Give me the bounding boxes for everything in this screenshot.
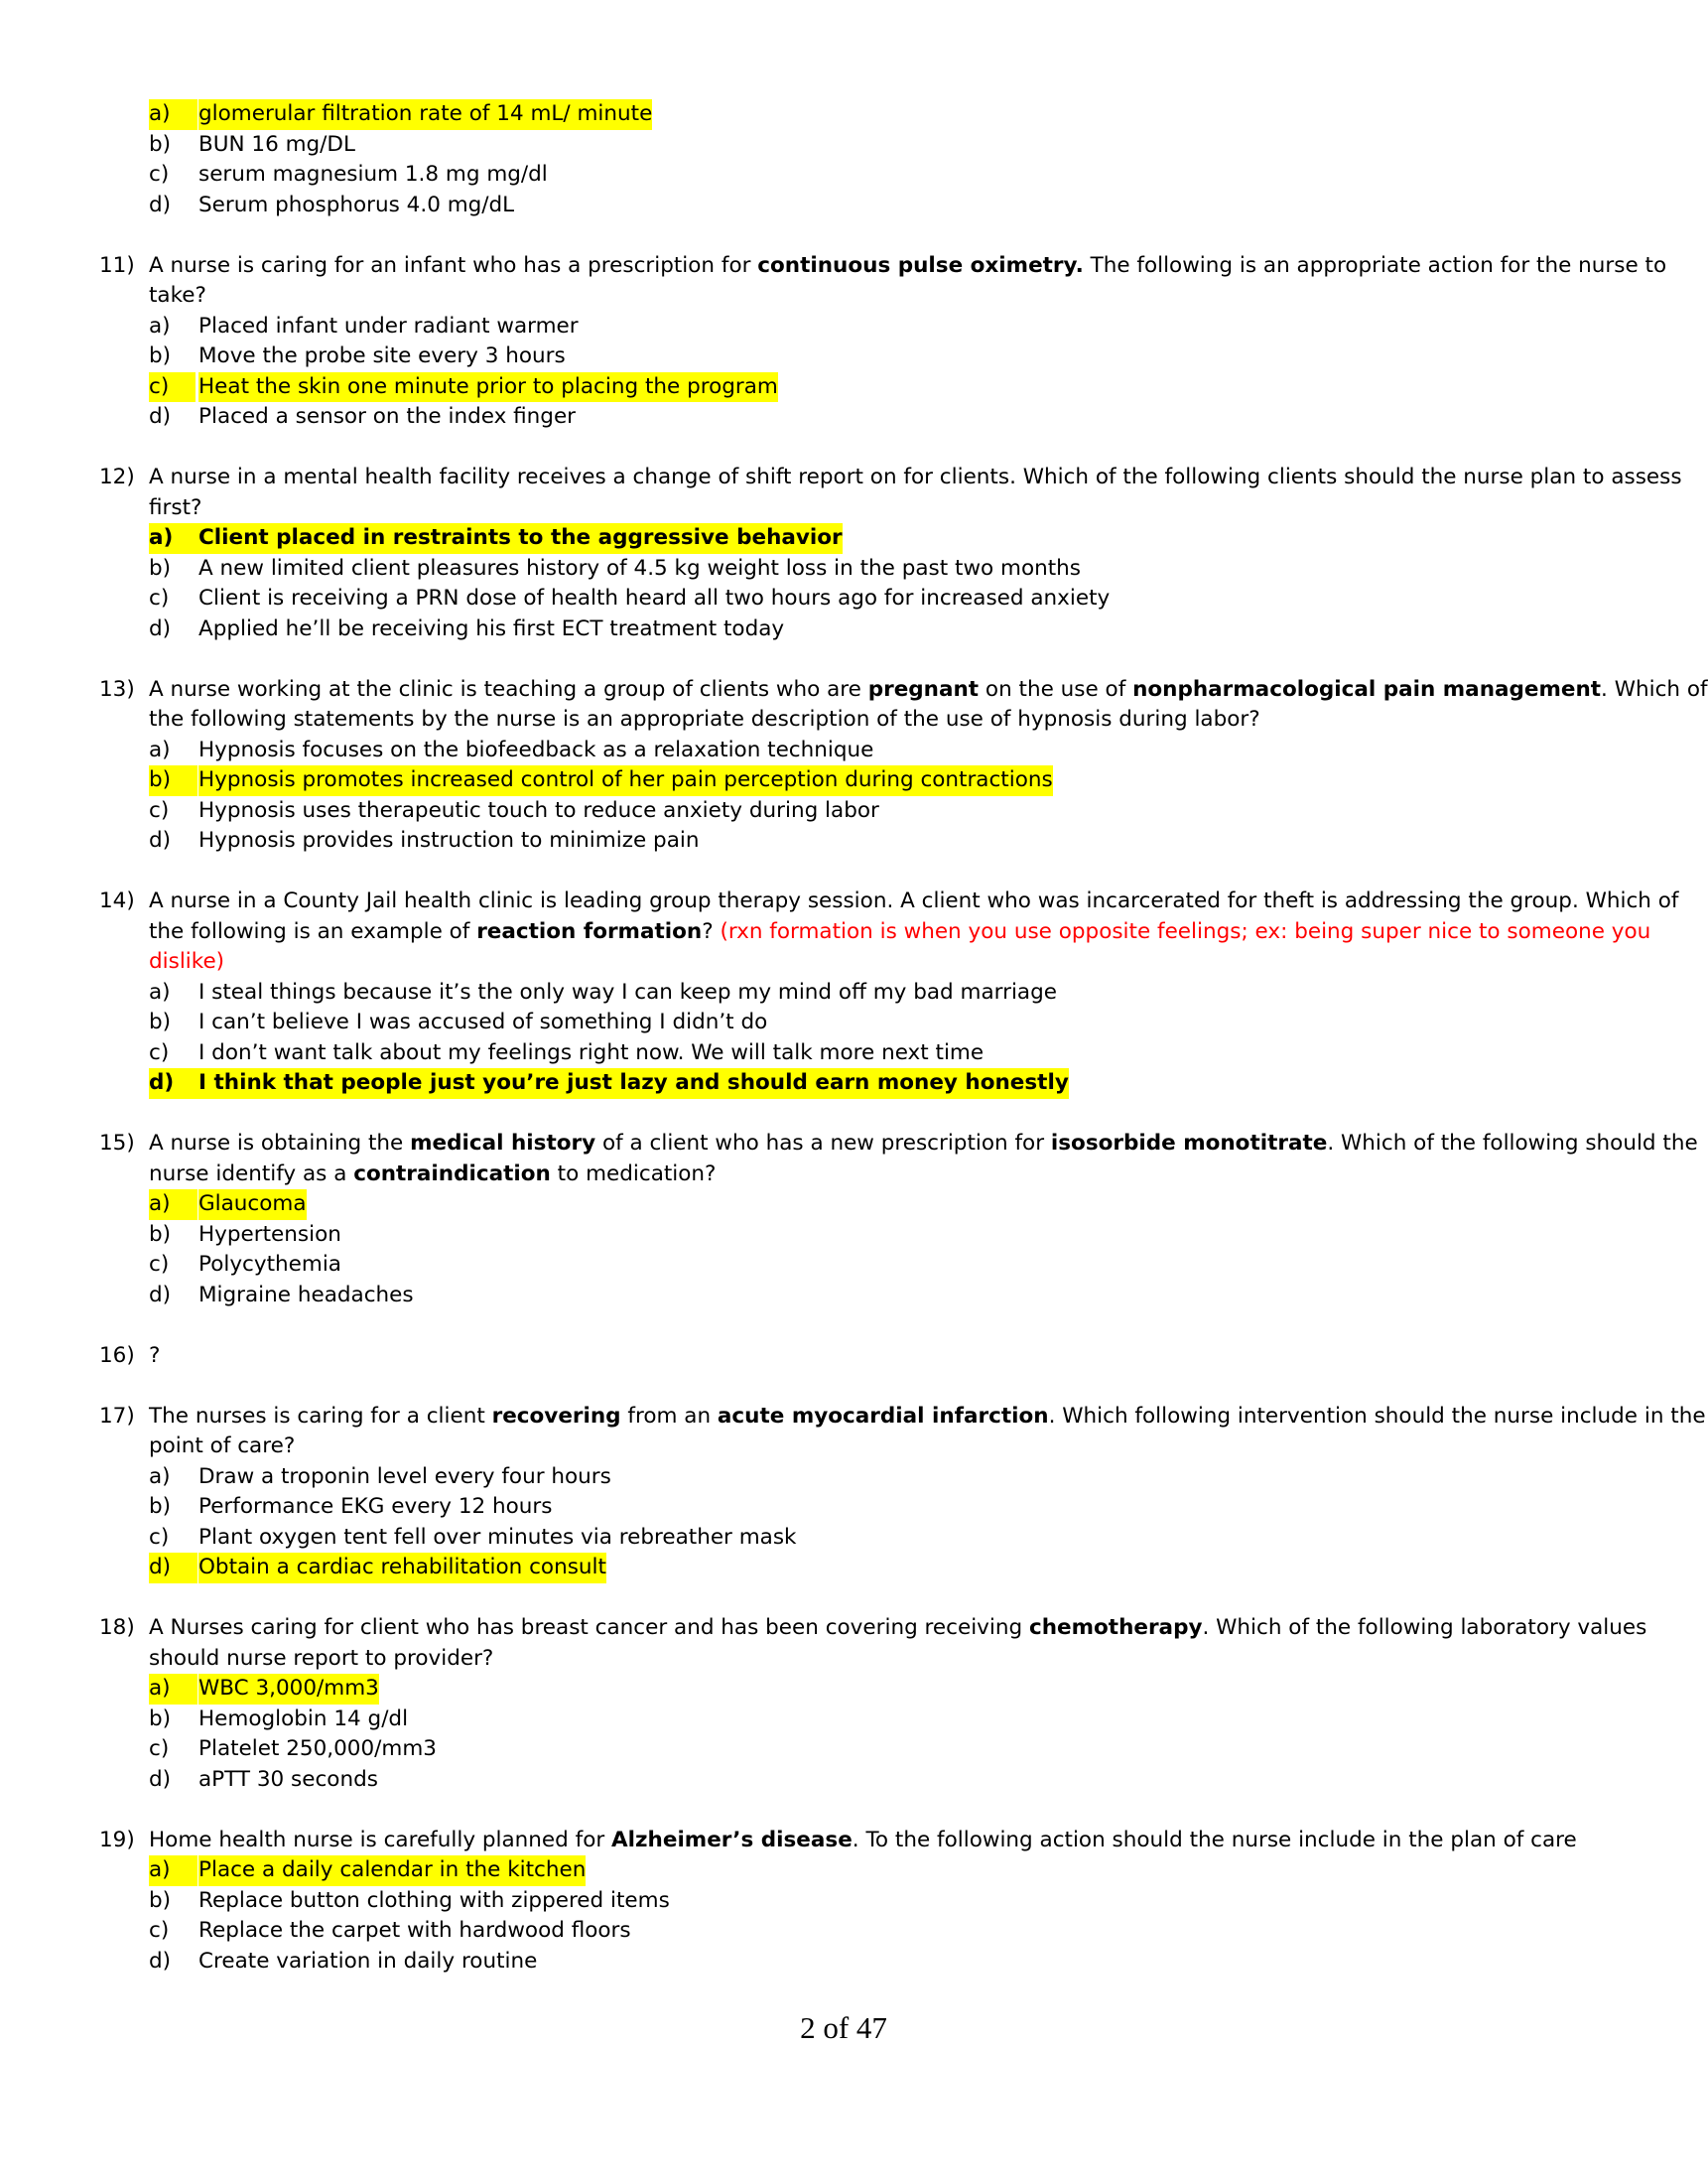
q11-stem-line-1: 11) A nurse is caring for an infant who has a prescription for continuous pulse oximetry. The following is an appropriate action for the nurse to [99,251,1588,282]
q13-option-d: d) Hypnosis provides instruction to minimize pain [149,828,700,853]
question-15 [99,1129,1698,1310]
question-17 [99,1402,1706,1583]
q13-option-c: c) Hypnosis uses therapeutic touch to reduce anxiety during labor [149,797,879,823]
q12-option-a: a) Client placed in restraints to the aggressive behavior [99,523,1588,554]
q17-stem-line-2: point of care? [149,1433,296,1458]
q15-option-a: a) Glaucoma [99,1189,1588,1220]
q13-stem-line-2: the following statements by the nurse is an appropriate description of the use of hypnosis during labor? [149,707,1260,732]
page-content [99,99,1708,1977]
q10-option-a: a) glomerular filtration rate of 14 mL/ minute [99,99,1588,130]
question-10-options [99,99,1588,220]
q10-option-b: b) BUN 16 mg/DL [149,131,355,157]
q16-number: 16) [99,1342,135,1368]
q14-annotation: (rxn formation is when you use opposite feelings; ex: being super nice to someone you [720,918,1651,944]
page-number: 2 of 47 [800,2010,887,2045]
q14-option-b: b) I can’t believe I was accused of something I didn’t do [149,1010,768,1034]
q15-option-d: d) Migraine headaches [149,1282,414,1307]
spacer [99,1583,1588,1614]
q14-option-c: c) I don’t want talk about my feelings right now. We will talk more next time [149,1039,985,1065]
q12-stem-line-1: 12) A nurse in a mental health facility receives a change of shift report on for clients. Which of the following clients should the nurse plan to assess [99,463,1588,493]
q12-option-b: b) A new limited client pleasures history of 4.5 kg weight loss in the past two months [149,555,1081,581]
q14-option-d: d) I think that people just you’re just lazy and should earn money honestly [99,1068,1588,1099]
q19-stem-line-1: 19) Home health nurse is carefully planned for Alzheimer’s disease. To the following action should the nurse include in the plan of care [99,1826,1588,1856]
q17-option-b: b) Performance EKG every 12 hours [149,1494,553,1519]
spacer [99,220,1588,251]
q15-option-c: c) Polycythemia [149,1252,341,1277]
q14-number: 14) [99,888,135,913]
q15-stem-line-1: 15) A nurse is obtaining the medical history of a client who has a new prescription for isosorbide monotitrate. Which of the following should the [99,1129,1588,1160]
spacer [99,857,1588,887]
spacer [99,1099,1588,1130]
q13-stem-line-1: 13) A nurse working at the clinic is teaching a group of clients who are pregnant on the use of nonpharmacological pain management. Which of [99,675,1588,706]
spacer [99,644,1588,675]
q12-number: 12) [99,465,135,489]
spacer [99,433,1588,464]
q14-stem-line-1: 14) A nurse in a County Jail health clinic is leading group therapy session. A client who was incarcerated for theft is addressing the group. Which of [99,887,1588,917]
question-11 [99,251,1667,433]
q12-option-c: c) Client is receiving a PRN dose of health heard all two hours ago for increased anxiety [149,586,1111,611]
q15-option-b: b) Hypertension [149,1221,341,1247]
q10-option-d: d) Serum phosphorus 4.0 mg/dL [149,192,515,217]
question-13 [99,675,1708,857]
q16-stem-line-1: 16) ? [99,1341,1588,1372]
q14-option-a: a) I steal things because it’s the only way I can keep my mind off my bad marriage [149,979,1057,1005]
q14-stem-line-2: the following is an example of reaction formation? (rxn formation is when you use opposite feelings; ex: being super nice to someone you [149,918,1651,944]
q18-option-a: a) WBC 3,000/mm3 [99,1674,1588,1705]
q17-number: 17) [99,1403,135,1429]
question-14 [99,887,1679,1099]
q18-option-c: c) Platelet 250,000/mm3 [149,1736,437,1761]
q12-stem-line-2: first? [149,494,202,520]
q17-option-c: c) Plant oxygen tent fell over minutes via rebreather mask [149,1524,797,1550]
q19-option-d: d) Create variation in daily routine [149,1948,538,1974]
q15-number: 15) [99,1131,135,1156]
q11-stem-line-2: take? [149,283,206,308]
q18-option-b: b) Hemoglobin 14 g/dl [149,1706,409,1731]
q11-option-c: c) Heat the skin one minute prior to placing the program [99,372,1588,403]
q19-number: 19) [99,1827,135,1852]
spacer [99,1310,1588,1341]
q17-option-a: a) Draw a troponin level every four hours [149,1463,611,1489]
q17-option-d: d) Obtain a cardiac rehabilitation consult [99,1553,1588,1583]
q11-option-b: b) Move the probe site every 3 hours [149,343,566,368]
question-19 [99,1826,1588,1978]
q10-option-c: c) serum magnesium 1.8 mg mg/dl [149,162,548,187]
question-12 [99,463,1682,644]
q14-annotation-end: dislike) [149,949,225,974]
q13-number: 13) [99,676,135,702]
q17-stem-line-1: 17) The nurses is caring for a client recovering from an acute myocardial infarction. Which following intervention should the nurse include in the [99,1402,1588,1433]
spacer [99,1795,1588,1826]
q11-option-d: d) Placed a sensor on the index finger [149,404,577,429]
q18-number: 18) [99,1615,135,1640]
q15-stem-line-2: nurse identify as a contraindication to medication? [149,1160,717,1186]
q18-stem-line-2: should nurse report to provider? [149,1645,494,1671]
question-16 [99,1341,1588,1372]
q19-option-b: b) Replace button clothing with zippered items [149,1887,670,1913]
q13-option-a: a) Hypnosis focuses on the biofeedback as a relaxation technique [149,737,874,762]
question-18 [99,1613,1647,1795]
q11-option-a: a) Placed infant under radiant warmer [149,313,579,339]
q18-stem-line-1: 18) A Nurses caring for client who has breast cancer and has been covering receiving chemotherapy. Which of the following laboratory values [99,1613,1588,1644]
q11-number: 11) [99,252,135,278]
q13-option-b: b) Hypnosis promotes increased control of her pain perception during contractions [99,765,1588,796]
q19-option-c: c) Replace the carpet with hardwood floors [149,1918,631,1943]
q19-option-a: a) Place a daily calendar in the kitchen [99,1855,1588,1886]
q18-option-d: d) aPTT 30 seconds [149,1766,378,1792]
q12-option-d: d) Applied he’ll be receiving his first ECT treatment today [149,615,785,641]
spacer [99,1371,1588,1402]
